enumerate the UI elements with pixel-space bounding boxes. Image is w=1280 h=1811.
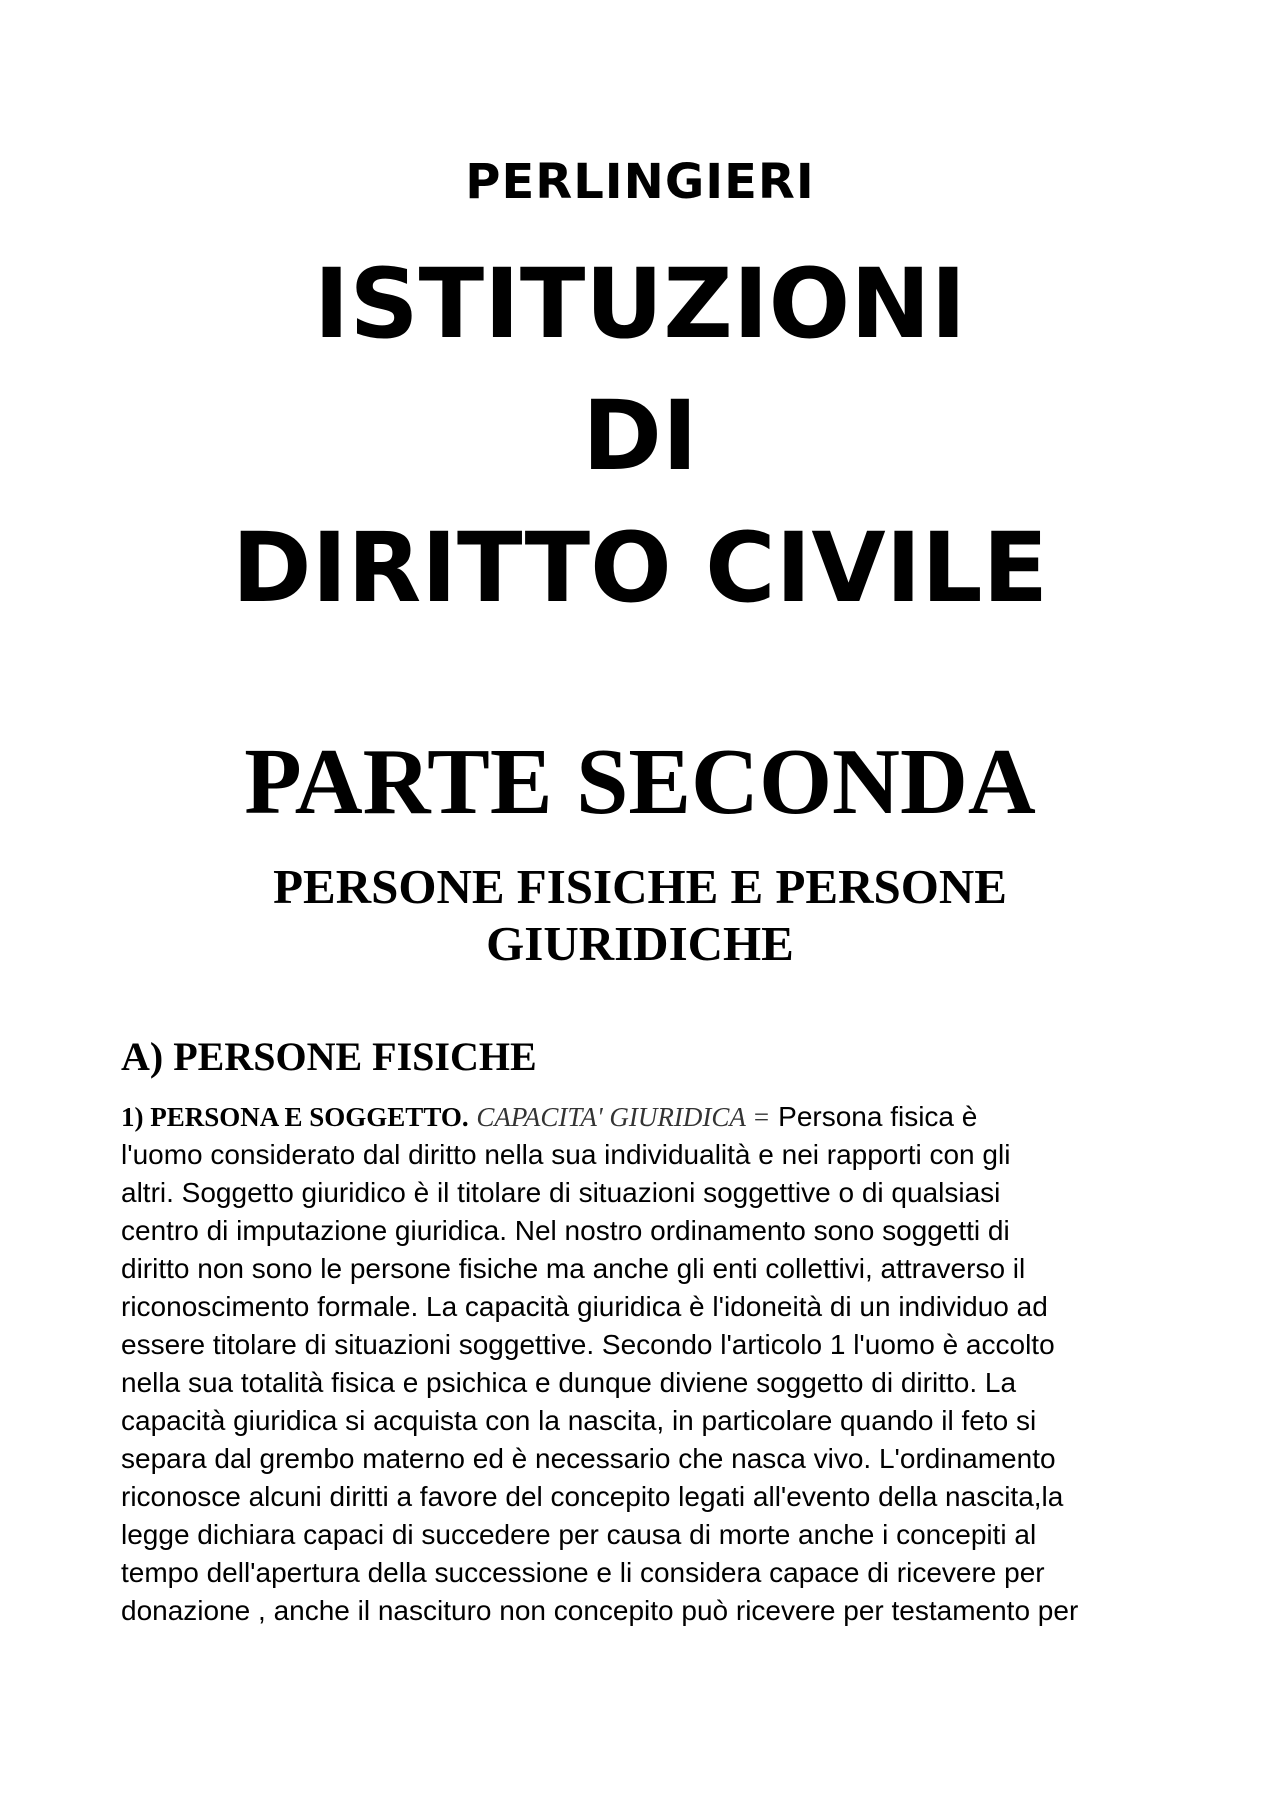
body-paragraph: [121, 1098, 1181, 1630]
book-title-line-3: DIRITTO CIVILE: [231, 512, 1049, 624]
book-title-line-1: ISTITUZIONI: [313, 248, 967, 360]
paragraph-line: separa dal grembo materno ed è necessario che nasca vivo. L'ordinamento: [121, 1443, 1056, 1474]
paragraph-lead-bold: 1) PERSONA E SOGGETTO.: [121, 1102, 469, 1132]
part-title: PARTE SECONDA: [244, 730, 1036, 834]
paragraph-line: tempo dell'apertura della successione e li considera capace di ricevere per: [121, 1557, 1045, 1588]
paragraph-line: donazione , anche il nascituro non concepito può ricevere per testamento per: [121, 1595, 1079, 1626]
paragraph-line: legge dichiara capaci di succedere per causa di morte anche i concepiti al: [121, 1519, 1037, 1550]
paragraph-line: essere titolare di situazioni soggettive. Secondo l'articolo 1 l'uomo è accolto: [121, 1329, 1055, 1360]
paragraph-line: l'uomo considerato dal diritto nella sua individualità e nei rapporti con gli: [121, 1139, 1011, 1170]
paragraph-line-text: Persona fisica è: [778, 1101, 978, 1132]
part-subtitle-line-2: GIURIDICHE: [486, 916, 794, 971]
part-subtitle: [190, 858, 1090, 972]
paragraph-line: riconosce alcuni diritti a favore del concepito legati all'evento della nascita,la: [121, 1481, 1064, 1512]
paragraph-lead-italic: CAPACITA' GIURIDICA =: [476, 1102, 771, 1132]
paragraph-line: capacità giuridica si acquista con la nascita, in particolare quando il feto si: [121, 1405, 1037, 1436]
book-title: [0, 238, 1280, 634]
section-heading: A) PERSONE FISICHE: [121, 1034, 537, 1079]
paragraph-line: nella sua totalità fisica e psichica e dunque diviene soggetto di diritto. La: [121, 1367, 1017, 1398]
paragraph-line: centro di imputazione giuridica. Nel nostro ordinamento sono soggetti di: [121, 1215, 1010, 1246]
paragraph-line: [121, 1098, 1181, 1136]
part-subtitle-line-1: PERSONE FISICHE E PERSONE: [273, 859, 1007, 914]
author-name: PERLINGIERI: [465, 154, 815, 210]
paragraph-line: altri. Soggetto giuridico è il titolare di situazioni soggettive o di qualsiasi: [121, 1177, 1001, 1208]
book-title-line-2: DI: [582, 380, 698, 492]
paragraph-line: diritto non sono le persone fisiche ma anche gli enti collettivi, attraverso il: [121, 1253, 1026, 1284]
paragraph-line: riconoscimento formale. La capacità giuridica è l'idoneità di un individuo ad: [121, 1291, 1048, 1322]
